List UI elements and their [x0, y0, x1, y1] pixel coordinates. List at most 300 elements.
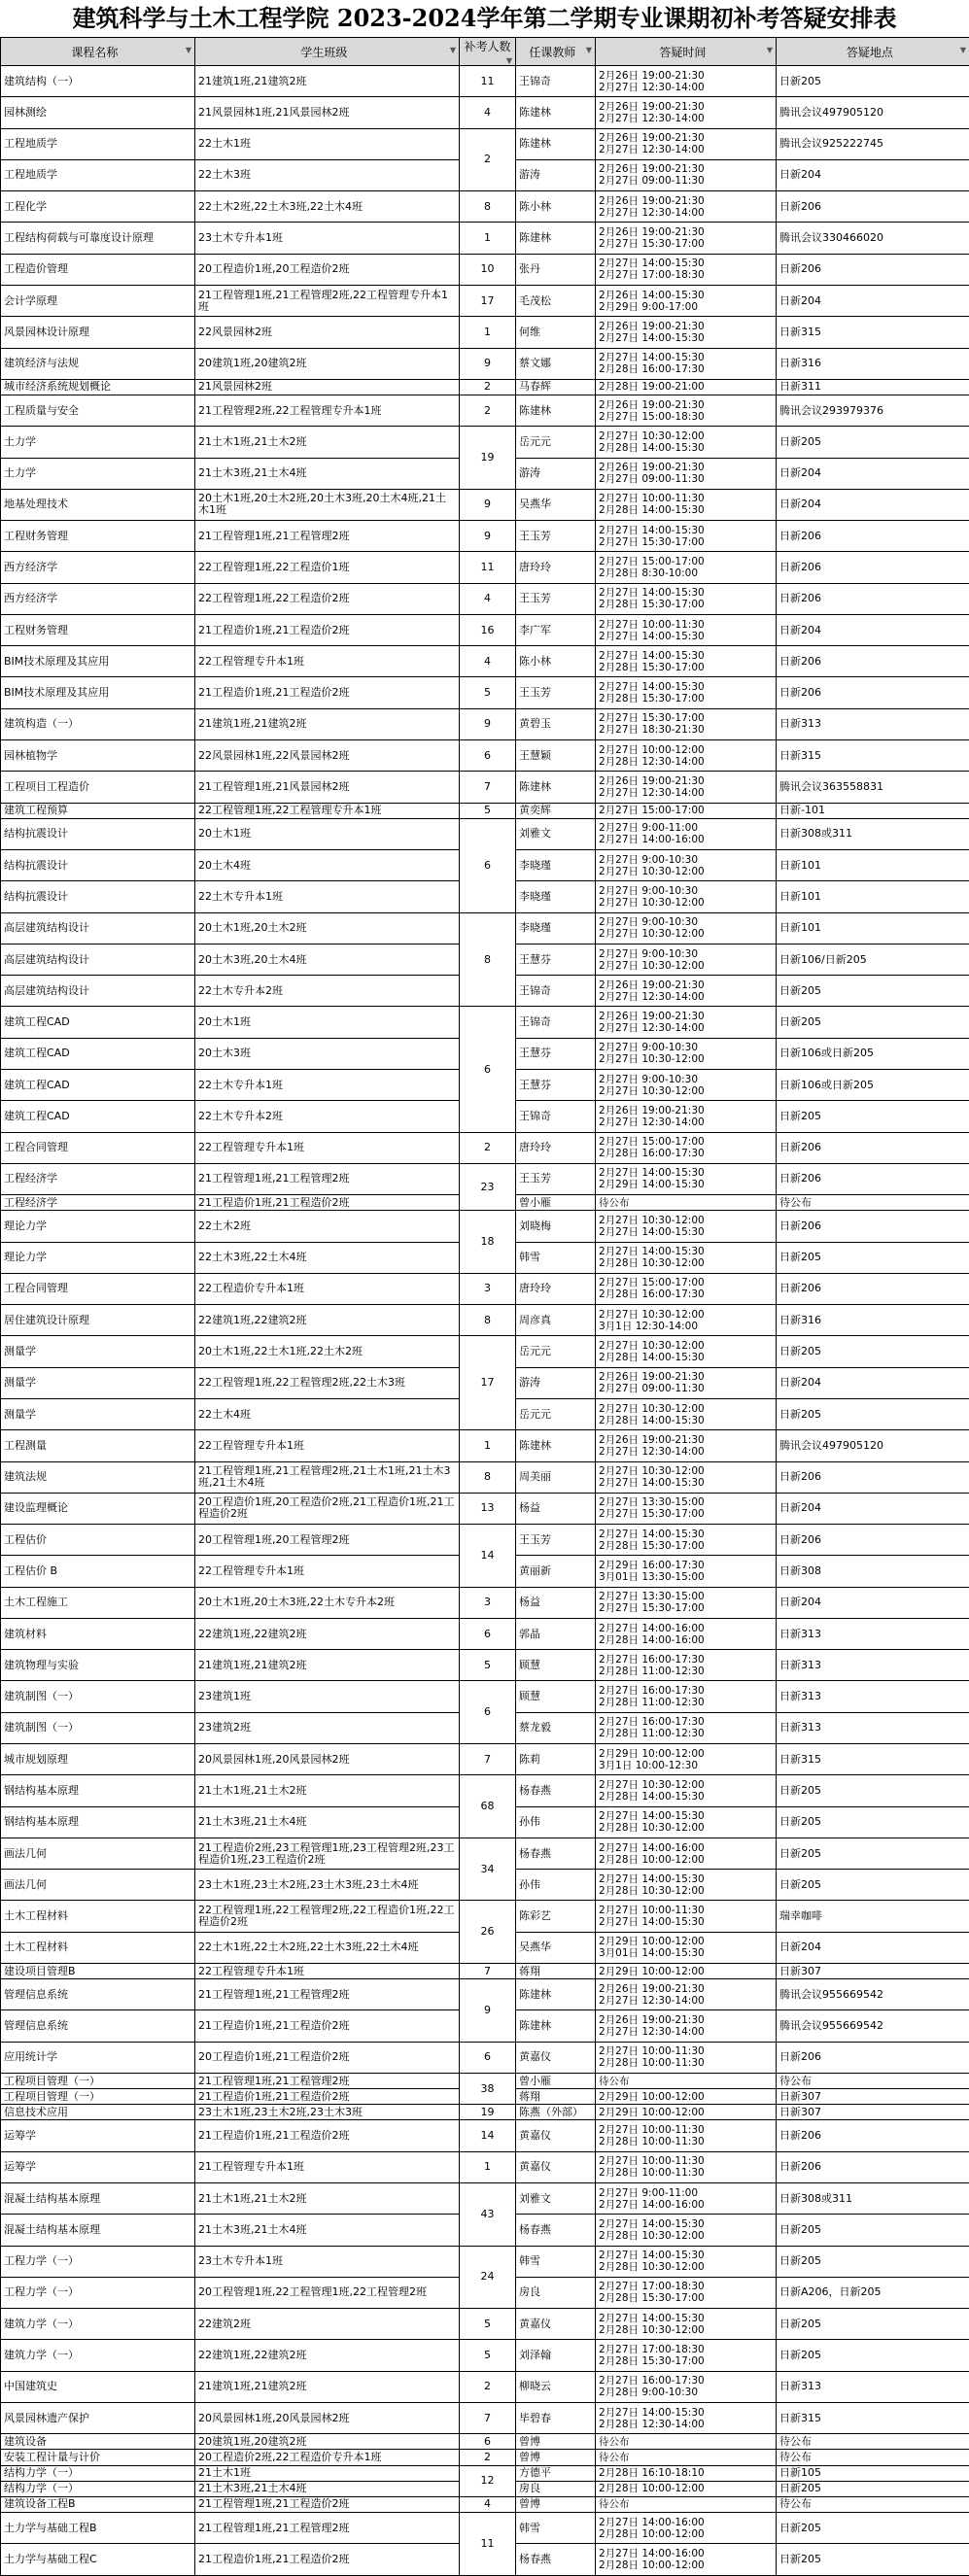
- column-header-time[interactable]: 答疑时间 ▼: [596, 38, 777, 66]
- time-cell: 2月27日 9:00-10:30 2月27日 10:30-12:00: [596, 912, 777, 944]
- teacher-cell: 曾博: [516, 2450, 596, 2465]
- count-cell: 9: [460, 521, 516, 552]
- table-row: [1, 2120, 969, 2151]
- time-cell: 2月26日 19:00-21:30 2月27日 09:00-11:30: [596, 458, 777, 489]
- table-row: [1, 2371, 969, 2402]
- place-cell: 待公布: [777, 2450, 969, 2465]
- course-cell: 工程项目工程造价: [1, 772, 195, 803]
- table-row: [1, 1901, 969, 1932]
- time-cell: 2月28日 10:00-12:00: [596, 2481, 777, 2496]
- time-cell: 2月27日 14:00-15:30 2月28日 10:30-12:00: [596, 2309, 777, 2340]
- table-row: [1, 66, 969, 97]
- place-cell: 日新313: [777, 1618, 969, 1649]
- count-cell: 1: [460, 1430, 516, 1461]
- table-row: [1, 1305, 969, 1336]
- teacher-cell: 蒋翔: [516, 1964, 596, 1979]
- teacher-cell: 陈彩艺: [516, 1901, 596, 1932]
- table-row: [1, 285, 969, 316]
- place-cell: 腾讯会议497905120: [777, 97, 969, 128]
- place-cell: 日新205: [777, 1007, 969, 1038]
- count-cell: 7: [460, 1744, 516, 1775]
- class-cell: 22工程管理1班,22工程造价2班: [195, 583, 460, 614]
- class-cell: 20风景园林1班,20风景园林2班: [195, 2402, 460, 2433]
- time-cell: 2月27日 9:00-10:30 2月27日 10:30-12:00: [596, 850, 777, 881]
- course-cell: 测量学: [1, 1398, 195, 1429]
- table-row: [1, 1587, 969, 1618]
- course-cell: 建筑制图（一）: [1, 1681, 195, 1712]
- time-cell: 2月27日 10:30-12:00 2月28日 14:00-15:30: [596, 1336, 777, 1367]
- count-cell: 8: [460, 912, 516, 1007]
- filter-dropdown-icon[interactable]: ▼: [506, 56, 512, 65]
- class-cell: 21工程管理1班,21风景园林2班: [195, 772, 460, 803]
- column-header-count[interactable]: 补考人数 ▼: [460, 38, 516, 66]
- place-cell: 日新206: [777, 1132, 969, 1163]
- teacher-cell: 杨春燕: [516, 2544, 596, 2575]
- header-row: [1, 38, 969, 66]
- place-cell: 日新205: [777, 1806, 969, 1838]
- teacher-cell: 陈建林: [516, 1430, 596, 1461]
- teacher-cell: 唐玲玲: [516, 1132, 596, 1163]
- class-cell: 20工程造价1班,20工程造价2班: [195, 254, 460, 285]
- place-cell: 腾讯会议955669542: [777, 2010, 969, 2042]
- course-cell: 工程合同管理: [1, 1273, 195, 1304]
- course-cell: 结构力学（一）: [1, 2481, 195, 2496]
- teacher-cell: 陈莉: [516, 1744, 596, 1775]
- course-cell: 风景园林遗产保护: [1, 2402, 195, 2433]
- class-cell: 22工程管理1班,22工程造价1班: [195, 552, 460, 583]
- count-cell: 12: [460, 2465, 516, 2496]
- time-cell: 2月27日 14:00-16:00 2月28日 10:00-12:00: [596, 2512, 777, 2543]
- class-cell: 21土木1班: [195, 2465, 460, 2481]
- course-cell: 管理信息系统: [1, 1979, 195, 2010]
- course-cell: 安装工程计量与计价: [1, 2450, 195, 2465]
- count-cell: 4: [460, 97, 516, 128]
- count-cell: 9: [460, 708, 516, 739]
- class-cell: 22风景园林1班,22风景园林2班: [195, 740, 460, 772]
- time-cell: 2月27日 10:00-12:00 2月28日 12:30-14:00: [596, 740, 777, 772]
- course-cell: 混凝土结构基本原理: [1, 2215, 195, 2246]
- time-cell: 2月27日 9:00-10:30 2月27日 10:30-12:00: [596, 1070, 777, 1101]
- count-cell: 17: [460, 1336, 516, 1430]
- teacher-cell: 李晓瑾: [516, 912, 596, 944]
- teacher-cell: 陈小林: [516, 646, 596, 677]
- course-cell: 画法几何: [1, 1870, 195, 1901]
- course-cell: 应用统计学: [1, 2042, 195, 2073]
- teacher-cell: 蔡龙毅: [516, 1712, 596, 1743]
- class-cell: 20工程造价1班,20工程造价2班,21工程造价1班,21工程造价2班: [195, 1493, 460, 1524]
- table-row: [1, 1273, 969, 1304]
- place-cell: 日新205: [777, 2215, 969, 2246]
- course-cell: 建筑经济与法规: [1, 348, 195, 379]
- class-cell: 23建筑1班: [195, 1681, 460, 1712]
- teacher-cell: 唐玲玲: [516, 1273, 596, 1304]
- teacher-cell: 顾慧: [516, 1681, 596, 1712]
- column-header-course[interactable]: 课程名称 ▼: [1, 38, 195, 66]
- place-cell: 日新315: [777, 2402, 969, 2433]
- time-cell: 2月27日 14:00-15:30 2月28日 10:30-12:00: [596, 1806, 777, 1838]
- place-cell: 日新316: [777, 1305, 969, 1336]
- time-cell: 2月27日 14:00-15:30 2月28日 10:30-12:00: [596, 1870, 777, 1901]
- teacher-cell: 王慧芬: [516, 1070, 596, 1101]
- count-cell: 1: [460, 223, 516, 254]
- teacher-cell: 房良: [516, 2481, 596, 2496]
- course-cell: 工程质量与安全: [1, 395, 195, 426]
- teacher-cell: 岳元元: [516, 1398, 596, 1429]
- table-row: [1, 1461, 969, 1493]
- teacher-cell: 何维: [516, 317, 596, 348]
- teacher-cell: 游涛: [516, 458, 596, 489]
- course-cell: 结构抗震设计: [1, 818, 195, 849]
- course-cell: 建筑工程CAD: [1, 1070, 195, 1101]
- place-cell: 日新204: [777, 285, 969, 316]
- table-row: [1, 1964, 969, 1979]
- count-cell: 17: [460, 285, 516, 316]
- place-cell: 日新205: [777, 1242, 969, 1273]
- time-cell: 待公布: [596, 2450, 777, 2465]
- teacher-cell: 刘晓梅: [516, 1211, 596, 1242]
- course-cell: 土力学与基础工程B: [1, 2512, 195, 2543]
- count-cell: 2: [460, 128, 516, 191]
- teacher-cell: 王玉芳: [516, 677, 596, 708]
- time-cell: 2月29日 10:00-12:00 3月01日 14:00-15:30: [596, 1932, 777, 1963]
- teacher-cell: 蒋翔: [516, 2089, 596, 2105]
- count-cell: 8: [460, 1305, 516, 1336]
- teacher-cell: 孙伟: [516, 1806, 596, 1838]
- teacher-cell: 黄丽新: [516, 1556, 596, 1587]
- place-cell: 腾讯会议293979376: [777, 395, 969, 426]
- place-cell: 日新206: [777, 191, 969, 223]
- class-cell: 22土木2班: [195, 1211, 460, 1242]
- teacher-cell: 郭晶: [516, 1618, 596, 1649]
- teacher-cell: 刘雅文: [516, 2182, 596, 2214]
- course-cell: 测量学: [1, 1336, 195, 1367]
- course-cell: 工程造价管理: [1, 254, 195, 285]
- time-cell: 2月27日 9:00-10:30 2月27日 10:30-12:00: [596, 881, 777, 912]
- class-cell: 22工程管理1班,22工程管理专升本1班: [195, 803, 460, 818]
- teacher-cell: 陈建林: [516, 1979, 596, 2010]
- count-cell: 8: [460, 191, 516, 223]
- course-cell: 工程力学（一）: [1, 2277, 195, 2308]
- time-cell: 2月27日 9:00-10:30 2月27日 10:30-12:00: [596, 1038, 777, 1069]
- place-cell: 日新206: [777, 552, 969, 583]
- place-cell: 日新A206，日新205: [777, 2277, 969, 2308]
- class-cell: 22工程管理专升本1班: [195, 646, 460, 677]
- course-cell: 钢结构基本原理: [1, 1775, 195, 1806]
- time-cell: 待公布: [596, 1195, 777, 1211]
- time-cell: 2月26日 19:00-21:30 2月27日 12:30-14:00: [596, 2010, 777, 2042]
- teacher-cell: 岳元元: [516, 1336, 596, 1367]
- course-cell: 工程经济学: [1, 1163, 195, 1194]
- teacher-cell: 杨益: [516, 1493, 596, 1524]
- count-cell: 4: [460, 583, 516, 614]
- class-cell: 21工程管理1班,21工程造价2班: [195, 2496, 460, 2512]
- class-cell: 21工程造价1班,21工程造价2班: [195, 2120, 460, 2151]
- count-cell: 6: [460, 818, 516, 912]
- place-cell: 日新106或日新205: [777, 1070, 969, 1101]
- teacher-cell: 王玉芳: [516, 521, 596, 552]
- place-cell: 日新206: [777, 677, 969, 708]
- course-cell: 土力学: [1, 458, 195, 489]
- class-cell: 20工程造价1班,21工程造价2班: [195, 2042, 460, 2073]
- class-cell: 21工程管理1班,21工程管理2班: [195, 2512, 460, 2543]
- place-cell: 日新313: [777, 708, 969, 739]
- course-cell: 工程结构荷载与可靠度设计原理: [1, 223, 195, 254]
- time-cell: 2月27日 10:30-12:00 2月28日 14:00-15:30: [596, 427, 777, 458]
- place-cell: 腾讯会议330466020: [777, 223, 969, 254]
- count-cell: 26: [460, 1901, 516, 1964]
- place-cell: 日新307: [777, 1964, 969, 1979]
- count-cell: 19: [460, 2105, 516, 2120]
- teacher-cell: 杨春燕: [516, 2215, 596, 2246]
- table-row: [1, 1650, 969, 1681]
- column-header-teacher[interactable]: 任课教师 ▼: [516, 38, 596, 66]
- class-cell: 22建筑2班: [195, 2309, 460, 2340]
- teacher-cell: 曾小雁: [516, 2074, 596, 2089]
- course-cell: 测量学: [1, 1367, 195, 1398]
- class-cell: 22工程管理1班,22工程管理2班,22土木3班: [195, 1367, 460, 1398]
- course-cell: 建筑设备: [1, 2434, 195, 2450]
- place-cell: 日新206: [777, 2042, 969, 2073]
- time-cell: 2月27日 14:00-16:00 2月28日 10:00-12:00: [596, 2544, 777, 2575]
- class-cell: 22土木1班: [195, 128, 460, 159]
- time-cell: 2月26日 19:00-21:30 2月27日 12:30-14:00: [596, 1101, 777, 1132]
- table-row: [1, 1493, 969, 1524]
- teacher-cell: 游涛: [516, 159, 596, 190]
- count-cell: 14: [460, 2120, 516, 2151]
- table-row: [1, 2402, 969, 2433]
- class-cell: 21工程管理1班,21工程管理2班: [195, 1163, 460, 1194]
- count-cell: 14: [460, 1525, 516, 1588]
- class-cell: 20土木1班,20土木2班,20土木3班,20土木4班,21土木1班: [195, 489, 460, 520]
- course-cell: 运筹学: [1, 2120, 195, 2151]
- place-cell: 日新205: [777, 2309, 969, 2340]
- column-header-class[interactable]: 学生班级 ▼: [195, 38, 460, 66]
- time-cell: 2月27日 13:30-15:00 2月27日 15:30-17:00: [596, 1493, 777, 1524]
- time-cell: 2月27日 10:00-11:30 2月28日 14:00-15:30: [596, 489, 777, 520]
- place-cell: 日新204: [777, 1493, 969, 1524]
- teacher-cell: 毕碧春: [516, 2402, 596, 2433]
- table-row: [1, 379, 969, 395]
- place-cell: 日新307: [777, 2105, 969, 2120]
- course-cell: 高层建筑结构设计: [1, 912, 195, 944]
- time-cell: 2月26日 19:00-21:30 2月27日 15:00-18:30: [596, 395, 777, 426]
- course-cell: 混凝土结构基本原理: [1, 2182, 195, 2214]
- place-cell: 日新311: [777, 379, 969, 395]
- class-cell: 23建筑2班: [195, 1712, 460, 1743]
- class-cell: 21建筑1班,21建筑2班: [195, 708, 460, 739]
- class-cell: 22土木4班: [195, 1398, 460, 1429]
- place-cell: 日新101: [777, 850, 969, 881]
- course-cell: 建设监理概论: [1, 1493, 195, 1524]
- course-cell: 会计学原理: [1, 285, 195, 316]
- class-cell: 21建筑1班,21建筑2班: [195, 2371, 460, 2402]
- class-cell: 21工程造价1班,21工程造价2班: [195, 1195, 460, 1211]
- table-row: [1, 912, 969, 944]
- teacher-cell: 曾博: [516, 2496, 596, 2512]
- time-cell: 2月27日 14:00-15:30 2月28日 15:30-17:00: [596, 583, 777, 614]
- course-cell: 建筑结构（一）: [1, 66, 195, 97]
- course-cell: 土木工程施工: [1, 1587, 195, 1618]
- filter-dropdown-icon[interactable]: ▼: [960, 46, 966, 54]
- place-cell: 日新315: [777, 317, 969, 348]
- place-cell: 日新205: [777, 2512, 969, 2543]
- place-cell: 日新313: [777, 1681, 969, 1712]
- table-row: [1, 818, 969, 849]
- course-cell: 建筑构造（一）: [1, 708, 195, 739]
- count-cell: 2: [460, 2371, 516, 2402]
- time-cell: 2月27日 14:00-15:30 2月27日 15:30-17:00: [596, 521, 777, 552]
- table-row: [1, 191, 969, 223]
- class-cell: 22工程管理专升本1班: [195, 1430, 460, 1461]
- place-cell: 日新101: [777, 881, 969, 912]
- class-cell: 21建筑1班,21建筑2班: [195, 1650, 460, 1681]
- filter-dropdown-icon[interactable]: ▼: [767, 46, 773, 54]
- class-cell: 21工程造价1班,21工程造价2班: [195, 2544, 460, 2575]
- table-row: [1, 2182, 969, 2214]
- teacher-cell: 黄嘉仪: [516, 2151, 596, 2182]
- count-cell: 4: [460, 646, 516, 677]
- time-cell: 2月26日 19:00-21:30 2月27日 15:30-17:00: [596, 223, 777, 254]
- teacher-cell: 王锦奇: [516, 1007, 596, 1038]
- place-cell: 日新106/日新205: [777, 944, 969, 975]
- teacher-cell: 张丹: [516, 254, 596, 285]
- teacher-cell: 王慧芬: [516, 944, 596, 975]
- class-cell: 21土木3班,21土木4班: [195, 2215, 460, 2246]
- course-cell: 建筑工程CAD: [1, 1101, 195, 1132]
- course-cell: 建筑制图（一）: [1, 1712, 195, 1743]
- time-cell: 2月27日 14:00-15:30 2月28日 15:30-17:00: [596, 1525, 777, 1556]
- time-cell: 2月27日 10:30-12:00 2月28日 14:00-15:30: [596, 1775, 777, 1806]
- teacher-cell: 刘雅文: [516, 818, 596, 849]
- teacher-cell: 蔡文娜: [516, 348, 596, 379]
- class-cell: 21风景园林2班: [195, 379, 460, 395]
- filter-dropdown-icon[interactable]: ▼: [186, 46, 191, 54]
- table-row: [1, 395, 969, 426]
- column-header-place[interactable]: 答疑地点 ▼: [777, 38, 969, 66]
- time-cell: 2月27日 14:00-16:00 2月28日 14:00-16:00: [596, 1618, 777, 1649]
- filter-dropdown-icon[interactable]: ▼: [450, 46, 456, 54]
- page-title: 建筑科学与土木工程学院 2023-2024学年第二学期专业课期初补考答疑安排表: [0, 0, 969, 37]
- course-cell: 建筑法规: [1, 1461, 195, 1493]
- count-cell: 5: [460, 677, 516, 708]
- place-cell: 待公布: [777, 2496, 969, 2512]
- course-cell: 地基处理技术: [1, 489, 195, 520]
- time-cell: 待公布: [596, 2496, 777, 2512]
- teacher-cell: 岳元元: [516, 427, 596, 458]
- course-cell: 管理信息系统: [1, 2010, 195, 2042]
- time-cell: 2月27日 14:00-15:30 2月27日 17:00-18:30: [596, 254, 777, 285]
- course-cell: 建设项目管理B: [1, 1964, 195, 1979]
- table-row: [1, 1336, 969, 1367]
- time-cell: 2月27日 10:00-11:30 2月27日 14:00-15:30: [596, 1901, 777, 1932]
- place-cell: 腾讯会议955669542: [777, 1979, 969, 2010]
- teacher-cell: 马春辉: [516, 379, 596, 395]
- course-cell: 建筑工程预算: [1, 803, 195, 818]
- course-cell: 建筑设备工程B: [1, 2496, 195, 2512]
- time-cell: 2月27日 9:00-11:00 2月27日 14:00-16:00: [596, 818, 777, 849]
- teacher-cell: 王慧颖: [516, 740, 596, 772]
- count-cell: 8: [460, 1461, 516, 1493]
- class-cell: 22工程管理专升本1班: [195, 1132, 460, 1163]
- count-cell: 5: [460, 2309, 516, 2340]
- course-cell: 城市经济系统规划概论: [1, 379, 195, 395]
- class-cell: 23土木专升本1班: [195, 223, 460, 254]
- course-cell: 建筑工程CAD: [1, 1038, 195, 1069]
- count-cell: 11: [460, 2512, 516, 2575]
- place-cell: 日新204: [777, 1932, 969, 1963]
- time-cell: 2月26日 19:00-21:30 2月27日 12:30-14:00: [596, 191, 777, 223]
- course-cell: 结构抗震设计: [1, 881, 195, 912]
- count-cell: 5: [460, 1650, 516, 1681]
- count-cell: 43: [460, 2182, 516, 2246]
- time-cell: 2月27日 14:00-15:30 2月28日 10:30-12:00: [596, 2246, 777, 2277]
- time-cell: 待公布: [596, 2434, 777, 2450]
- class-cell: 20土木3班,20土木4班: [195, 944, 460, 975]
- course-cell: 理论力学: [1, 1242, 195, 1273]
- count-cell: 19: [460, 427, 516, 490]
- course-cell: 园林植物学: [1, 740, 195, 772]
- course-cell: 工程测量: [1, 1430, 195, 1461]
- teacher-cell: 柳晓云: [516, 2371, 596, 2402]
- course-cell: 信息技术应用: [1, 2105, 195, 2120]
- course-cell: 建筑力学（一）: [1, 2340, 195, 2371]
- class-cell: 20土木1班,20土木2班: [195, 912, 460, 944]
- teacher-cell: 游涛: [516, 1367, 596, 1398]
- table-row: [1, 317, 969, 348]
- class-cell: 20工程造价2班,22工程造价专升本1班: [195, 2450, 460, 2465]
- class-cell: 22工程管理专升本1班: [195, 1556, 460, 1587]
- place-cell: 日新206: [777, 646, 969, 677]
- course-cell: 结构抗震设计: [1, 850, 195, 881]
- time-cell: 2月27日 10:30-12:00 2月27日 14:00-15:30: [596, 1211, 777, 1242]
- course-cell: 工程化学: [1, 191, 195, 223]
- teacher-cell: 陈建林: [516, 223, 596, 254]
- place-cell: 日新205: [777, 66, 969, 97]
- time-cell: 2月27日 14:00-15:30 2月28日 15:30-17:00: [596, 646, 777, 677]
- course-cell: 高层建筑结构设计: [1, 944, 195, 975]
- count-cell: 2: [460, 379, 516, 395]
- place-cell: 日新204: [777, 614, 969, 645]
- table-row: [1, 2042, 969, 2073]
- time-cell: 2月29日 10:00-12:00 3月1日 10:00-12:30: [596, 1744, 777, 1775]
- filter-dropdown-icon[interactable]: ▼: [586, 46, 592, 54]
- time-cell: 2月26日 19:00-21:30 2月27日 09:00-11:30: [596, 159, 777, 190]
- course-cell: 工程经济学: [1, 1195, 195, 1211]
- place-cell: 日新206: [777, 2120, 969, 2151]
- class-cell: 22建筑1班,22建筑2班: [195, 2340, 460, 2371]
- table-row: [1, 427, 969, 458]
- time-cell: 2月27日 14:00-15:30 2月28日 15:30-17:00: [596, 677, 777, 708]
- table-row: [1, 708, 969, 739]
- teacher-cell: 王玉芳: [516, 583, 596, 614]
- count-cell: 6: [460, 740, 516, 772]
- count-cell: 16: [460, 614, 516, 645]
- class-cell: 21工程管理2班,22工程管理专升本1班: [195, 395, 460, 426]
- table-row: [1, 128, 969, 159]
- course-cell: 高层建筑结构设计: [1, 976, 195, 1007]
- class-cell: 21土木3班,21土木4班: [195, 1806, 460, 1838]
- time-cell: 2月26日 19:00-21:30 2月27日 12:30-14:00: [596, 976, 777, 1007]
- class-cell: 21土木1班,21土木2班: [195, 2182, 460, 2214]
- teacher-cell: 周彦真: [516, 1305, 596, 1336]
- teacher-cell: 方德平: [516, 2465, 596, 2481]
- class-cell: 20土木1班: [195, 1007, 460, 1038]
- table-row: [1, 772, 969, 803]
- teacher-cell: 陈建林: [516, 395, 596, 426]
- count-cell: 6: [460, 1681, 516, 1744]
- course-cell: 工程财务管理: [1, 614, 195, 645]
- place-cell: 待公布: [777, 2074, 969, 2089]
